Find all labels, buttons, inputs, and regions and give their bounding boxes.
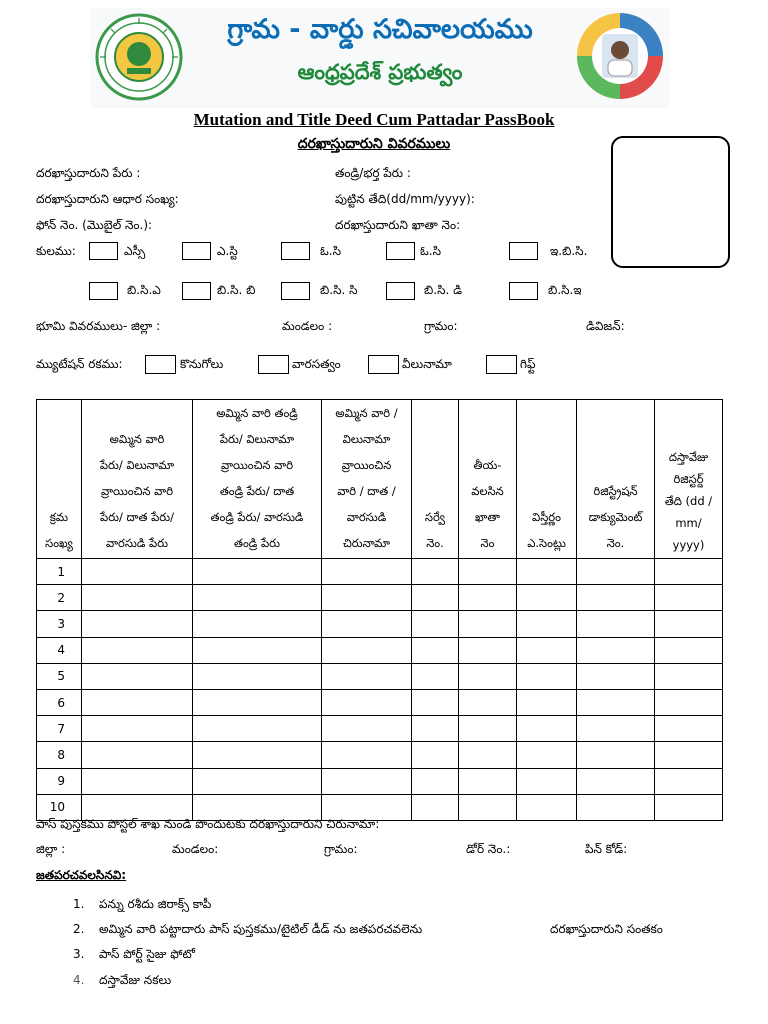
table-cell-input[interactable] <box>322 742 412 768</box>
header-line: yyyy) <box>672 538 705 552</box>
table-cell-input[interactable] <box>82 689 193 715</box>
aadhaar-label: దరఖాస్తుదారుని ఆధార సంఖ్య: <box>36 192 179 206</box>
col-header-survey-number <box>412 400 459 559</box>
col-header-extent <box>517 400 577 559</box>
row-number-cell: 1 <box>37 559 82 585</box>
row-number-cell: 10 <box>37 794 82 820</box>
caste-checkbox-sc[interactable] <box>89 242 118 260</box>
col-header-seller-name <box>82 400 193 559</box>
table-cell-input[interactable] <box>655 611 723 637</box>
table-cell-input[interactable] <box>577 585 655 611</box>
postal-door-number-label: డోర్ నెం.: <box>466 842 511 856</box>
table-cell-input[interactable] <box>322 768 412 794</box>
table-cell-input[interactable] <box>82 611 193 637</box>
table-cell-input[interactable] <box>459 637 517 663</box>
caste-checkbox-bca[interactable] <box>89 282 118 300</box>
table-cell-input[interactable] <box>655 559 723 585</box>
table-cell-input[interactable] <box>517 585 577 611</box>
enclosure-item <box>73 922 422 939</box>
table-cell-input[interactable] <box>517 637 577 663</box>
header-line: చిరునామా <box>342 536 391 550</box>
form-title: Mutation and Title Deed Cum Pattadar PassBook <box>193 110 555 129</box>
col-header-registered-date <box>655 400 723 559</box>
enclosure-item <box>73 897 211 914</box>
postal-village-label: గ్రామం: <box>324 842 358 856</box>
caste-option-label: బి.సి. బి <box>217 283 256 297</box>
table-row <box>37 716 723 742</box>
table-cell-input[interactable] <box>655 637 723 663</box>
caste-option-label: ఎ.స్టి <box>217 244 238 258</box>
table-cell-input[interactable] <box>517 742 577 768</box>
table-cell-input[interactable] <box>517 663 577 689</box>
header-line: వ్రాయించిన వారి <box>220 458 294 472</box>
applicant-name-label: దరఖాస్తుదారుని పేరు : <box>36 166 141 180</box>
table-cell-input[interactable] <box>517 794 577 820</box>
enclosure-item <box>73 973 171 990</box>
land-district-label: భూమి వివరములు- జిల్లా : <box>36 319 161 333</box>
table-cell-input[interactable] <box>412 637 459 663</box>
table-cell-input[interactable] <box>193 611 322 637</box>
row-number-cell: 4 <box>37 637 82 663</box>
enclosure-number: 1. <box>73 897 85 911</box>
table-cell-input[interactable] <box>412 716 459 742</box>
header-line: వారసుడి పేరు <box>105 536 169 550</box>
col-header-seller-address <box>322 400 412 559</box>
header-line: వలసిన <box>471 484 504 498</box>
header-line: దస్తావేజు <box>668 450 709 464</box>
banner-title: గ్రామ - వార్డు సచివాలయము <box>227 14 533 45</box>
table-cell-input[interactable] <box>412 794 459 820</box>
mutation-option-label: వారసత్వం <box>292 357 341 371</box>
land-mandal-label: మండలం : <box>282 319 333 333</box>
row-number-cell: 8 <box>37 742 82 768</box>
table-cell-input[interactable] <box>577 742 655 768</box>
enclosure-item <box>73 947 195 964</box>
land-details-table <box>36 399 723 821</box>
row-number-cell: 5 <box>37 663 82 689</box>
header-line: పేరు/ విలునామా <box>99 458 175 472</box>
mutation-type-label: మ్యుటేషన్ రకము: <box>36 357 123 371</box>
caste-checkbox-ebc[interactable] <box>509 242 538 260</box>
land-village-label: గ్రామం: <box>424 319 458 333</box>
table-cell-input[interactable] <box>193 742 322 768</box>
header-line: వ్రాయించిన వారి <box>100 484 174 498</box>
table-cell-input[interactable] <box>655 716 723 742</box>
header-line: సర్వే <box>424 510 446 524</box>
header-line: అమ్మిన వారి తండ్రి <box>216 406 298 420</box>
mutation-checkbox-inheritance[interactable] <box>258 355 289 374</box>
table-cell-input[interactable] <box>322 689 412 715</box>
table-cell-input[interactable] <box>459 689 517 715</box>
caste-option-label: ఓ.సి <box>320 244 342 258</box>
enclosure-text: దస్తావేజు నకలు <box>99 973 172 987</box>
header-line: విస్తీర్ణం <box>532 510 561 524</box>
header-line: నెం <box>480 536 495 550</box>
table-cell-input[interactable] <box>577 663 655 689</box>
header-line: తండ్రి పేరు <box>234 536 280 550</box>
dob-label: పుట్టిన తేది(dd/mm/yyyy): <box>335 192 475 206</box>
chief-minister-photo-icon <box>576 12 664 100</box>
header-line: క్రమ <box>49 510 69 524</box>
table-cell-input[interactable] <box>82 585 193 611</box>
table-cell-input[interactable] <box>655 742 723 768</box>
caste-checkbox-bcb[interactable] <box>182 282 211 300</box>
header-line: రిజిస్ట్రేషన్ <box>593 484 638 498</box>
andhra-pradesh-emblem-icon <box>94 12 184 102</box>
table-cell-input[interactable] <box>82 716 193 742</box>
table-cell-input[interactable] <box>577 559 655 585</box>
table-row <box>37 637 723 663</box>
table-cell-input[interactable] <box>655 585 723 611</box>
table-cell-input[interactable] <box>412 585 459 611</box>
mutation-checkbox-will[interactable] <box>368 355 399 374</box>
header-line: విలునామా <box>342 432 391 446</box>
header-line: తండ్రి పేరు/ దాత <box>219 484 295 498</box>
header-line: నెం. <box>606 536 625 550</box>
postal-address-label: పాస్ పుస్తకము పోస్టల్ శాఖ నుండి పొందుటకు దరఖాస్తుదారుని చిరునామా: <box>36 817 380 831</box>
table-cell-input[interactable] <box>193 585 322 611</box>
photo-placeholder <box>611 136 730 268</box>
table-cell-input[interactable] <box>322 663 412 689</box>
table-cell-input[interactable] <box>517 768 577 794</box>
header-line: తీయ- <box>473 458 502 472</box>
table-cell-input[interactable] <box>412 768 459 794</box>
table-cell-input[interactable] <box>322 637 412 663</box>
table-cell-input[interactable] <box>82 768 193 794</box>
table-cell-input[interactable] <box>193 559 322 585</box>
header-line: mm/ <box>675 516 702 530</box>
table-cell-input[interactable] <box>193 768 322 794</box>
table-row <box>37 585 723 611</box>
table-row <box>37 768 723 794</box>
col-header-khata-number <box>459 400 517 559</box>
caste-checkbox-bcc[interactable] <box>281 282 310 300</box>
mutation-checkbox-gift[interactable] <box>486 355 517 374</box>
table-cell-input[interactable] <box>577 716 655 742</box>
header-line: రిజిస్టర్డ్ <box>673 472 704 486</box>
table-cell-input[interactable] <box>517 611 577 637</box>
mutation-option-label: వీలునామా <box>402 357 452 371</box>
table-cell-input[interactable] <box>517 559 577 585</box>
enclosures-heading: జతపరచవలసినవి: <box>36 868 127 882</box>
mutation-option-label: గిఫ్ట్ <box>520 357 536 371</box>
header-line: పేరు/ దాత పేరు/ <box>100 510 174 524</box>
table-cell-input[interactable] <box>655 768 723 794</box>
table-cell-input[interactable] <box>193 689 322 715</box>
mutation-checkbox-purchase[interactable] <box>145 355 176 374</box>
mutation-option-label: కొనుగోలు <box>180 357 224 371</box>
table-row <box>37 559 723 585</box>
table-cell-input[interactable] <box>459 768 517 794</box>
table-row <box>37 611 723 637</box>
col-header-serial <box>37 400 82 559</box>
table-body <box>37 559 723 821</box>
enclosure-text: పన్ను రశీదు జిరాక్స్ కాపీ <box>99 897 212 911</box>
table-cell-input[interactable] <box>459 794 517 820</box>
table-cell-input[interactable] <box>577 768 655 794</box>
table-cell-input[interactable] <box>459 663 517 689</box>
header-line: నెం. <box>426 536 444 550</box>
col-header-seller-father-name <box>193 400 322 559</box>
caste-option-label: బి.సి. డి <box>424 283 462 297</box>
table-cell-input[interactable] <box>193 663 322 689</box>
enclosure-text: పాస్ పోర్ట్ సైజు ఫోటో <box>99 947 195 961</box>
postal-pincode-label: పిన్ కోడ్: <box>585 842 628 856</box>
table-cell-input[interactable] <box>459 716 517 742</box>
header-line: సంఖ్య <box>45 536 73 550</box>
table-cell-input[interactable] <box>517 716 577 742</box>
table-cell-input[interactable] <box>459 611 517 637</box>
table-cell-input[interactable] <box>577 637 655 663</box>
table-cell-input[interactable] <box>459 585 517 611</box>
caste-checkbox-bcd[interactable] <box>386 282 415 300</box>
header-line: అమ్మిన వారి / <box>335 406 398 420</box>
enclosure-text: అమ్మిన వారి పట్టాదారు పాస్ పుస్తకము/టైటిల్ డీడ్ ను జతపరచవలెను <box>99 922 423 936</box>
table-cell-input[interactable] <box>459 742 517 768</box>
table-cell-input[interactable] <box>577 689 655 715</box>
applicant-signature-label: దరఖాస్తుదారుని సంతకం <box>550 922 663 936</box>
caste-option-label: ఓ.సి <box>420 244 442 258</box>
caste-option-label: ఇ.బి.సి. <box>550 244 588 258</box>
table-cell-input[interactable] <box>655 663 723 689</box>
table-cell-input[interactable] <box>412 663 459 689</box>
header-line: వారసుడి <box>346 510 387 524</box>
enclosure-number: 3. <box>73 947 85 961</box>
header-line: వ్రాయించిన <box>341 458 392 472</box>
caste-checkbox-st[interactable] <box>182 242 211 260</box>
table-cell-input[interactable] <box>577 794 655 820</box>
header-line: పేరు/ విలునామా <box>219 432 295 446</box>
applicant-details-heading: దరఖాస్తుదారుని వివరములు <box>297 136 451 152</box>
table-cell-input[interactable] <box>322 585 412 611</box>
father-name-label: తండ్రి/భర్త పేరు : <box>335 166 411 180</box>
land-division-label: డివిజన్: <box>586 319 625 333</box>
table-row <box>37 689 723 715</box>
table-cell-input[interactable] <box>577 611 655 637</box>
caste-option-label: బి.సి.ఇ <box>548 283 582 297</box>
postal-mandal-label: మండలం: <box>172 842 219 856</box>
enclosure-number: 4. <box>73 973 85 987</box>
account-number-label: దరఖాస్తుదారుని ఖాతా నెం: <box>335 218 461 232</box>
header-line: తండ్రి పేరు/ వారసుడి <box>210 510 304 524</box>
col-header-registration-doc <box>577 400 655 559</box>
table-cell-input[interactable] <box>655 689 723 715</box>
header-line: ఖాతా <box>475 510 500 524</box>
table-cell-input[interactable] <box>82 663 193 689</box>
table-cell-input[interactable] <box>322 559 412 585</box>
table-cell-input[interactable] <box>82 742 193 768</box>
table-cell-input[interactable] <box>655 794 723 820</box>
header-line: ఎ.సెంట్లు <box>527 536 566 550</box>
phone-label: ఫోన్ నెం. (మొబైల్ నెం.): <box>36 218 153 232</box>
postal-district-label: జిల్లా : <box>36 842 66 856</box>
table-cell-input[interactable] <box>412 611 459 637</box>
table-cell-input[interactable] <box>412 689 459 715</box>
caste-label: కులము: <box>36 244 76 258</box>
row-number-cell: 3 <box>37 611 82 637</box>
table-cell-input[interactable] <box>193 716 322 742</box>
table-cell-input[interactable] <box>517 689 577 715</box>
row-number-cell: 2 <box>37 585 82 611</box>
enclosure-number: 2. <box>73 922 85 936</box>
row-number-cell: 9 <box>37 768 82 794</box>
table-cell-input[interactable] <box>412 742 459 768</box>
table-row <box>37 742 723 768</box>
table-cell-input[interactable] <box>82 559 193 585</box>
caste-checkbox-oc-2[interactable] <box>386 242 415 260</box>
table-cell-input[interactable] <box>459 559 517 585</box>
banner-subtitle: ఆంధ్రప్రదేశ్ ప్రభుత్వం <box>297 60 463 84</box>
table-cell-input[interactable] <box>193 637 322 663</box>
header-line: తేది (dd / <box>664 494 713 508</box>
table-cell-input[interactable] <box>322 611 412 637</box>
row-number-cell: 6 <box>37 689 82 715</box>
row-number-cell: 7 <box>37 716 82 742</box>
header-line: వారి / దాత / <box>337 484 396 498</box>
header-line: డాక్యుమెంట్ <box>588 510 643 524</box>
table-row <box>37 663 723 689</box>
caste-option-label: బి.సి.ఎ <box>127 283 161 297</box>
caste-option-label: ఎస్సీ <box>124 244 146 258</box>
table-cell-input[interactable] <box>322 716 412 742</box>
table-cell-input[interactable] <box>82 637 193 663</box>
table-cell-input[interactable] <box>412 559 459 585</box>
header-line: అమ్మిన వారి <box>109 432 165 446</box>
caste-checkbox-oc[interactable] <box>281 242 310 260</box>
caste-option-label: బి.సి. సి <box>320 283 358 297</box>
caste-checkbox-bce[interactable] <box>509 282 538 300</box>
table-header-row <box>37 400 723 559</box>
